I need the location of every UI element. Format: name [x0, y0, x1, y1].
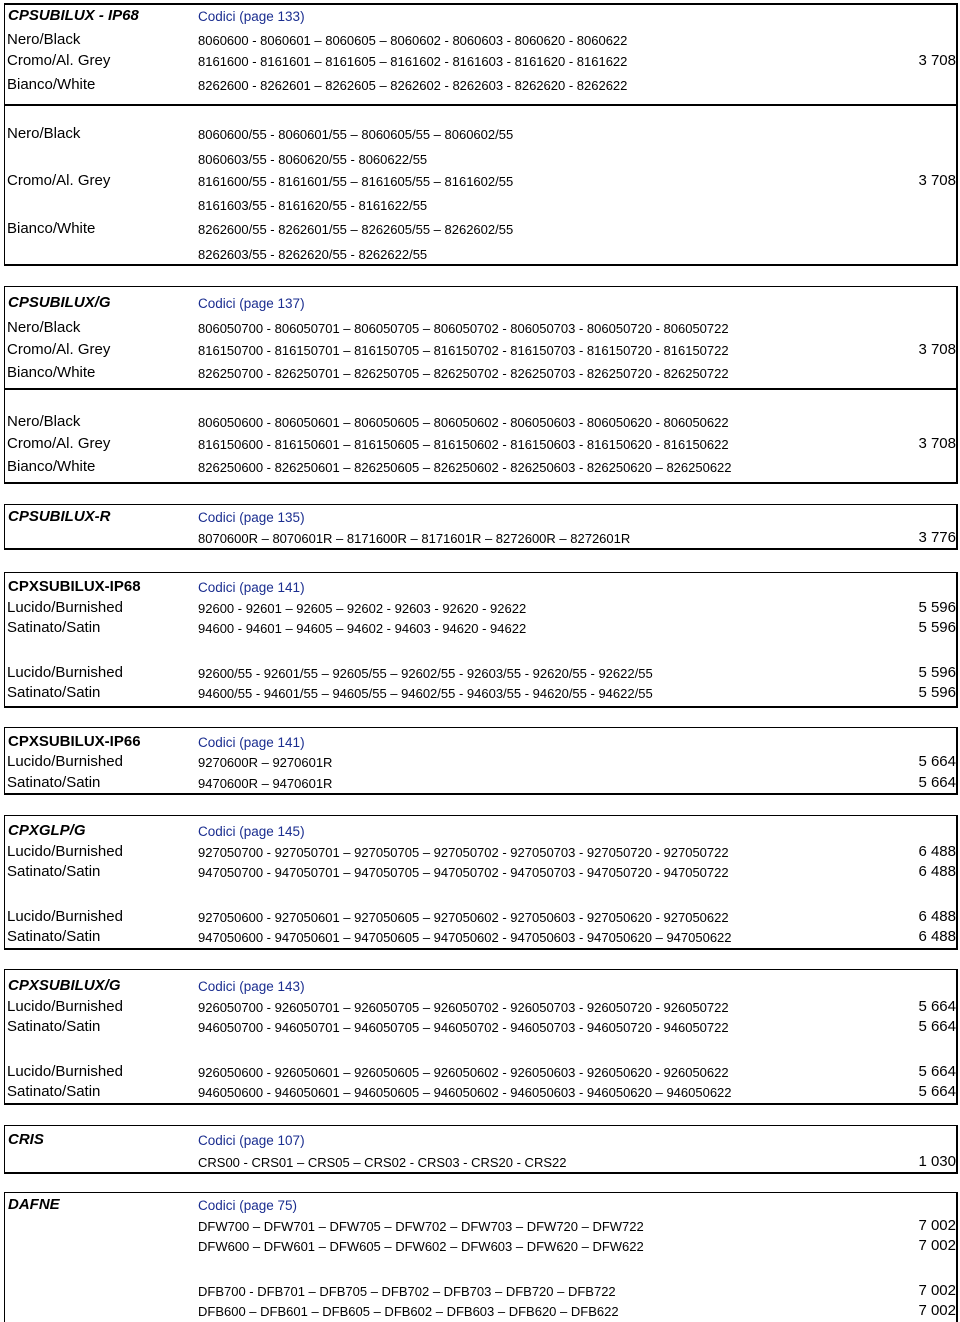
product-codes: 926050700 - 926050701 – 926050705 – 926050702 - 926050703 - 926050720 - 926050722 — [198, 1000, 729, 1015]
price: 5 596 — [918, 664, 956, 681]
finish-label: Bianco/White — [7, 364, 96, 381]
product-codes: 8262600 - 8262601 – 8262605 – 8262602 - 8262603 - 8262620 - 8262622 — [198, 78, 628, 93]
price: 3 708 — [918, 341, 956, 358]
product-codes: 826250600 - 826250601 – 826250605 – 826250602 - 826250603 - 826250620 – 826250622 — [198, 460, 732, 475]
finish-label: Nero/Black — [7, 413, 81, 430]
price: 6 488 — [918, 843, 956, 860]
product-codes: 92600/55 - 92601/55 – 92605/55 – 92602/55 - 92603/55 - 92620/55 - 92622/55 — [198, 666, 653, 681]
finish-label: Cromo/Al. Grey — [7, 435, 111, 452]
finish-label: Lucido/Burnished — [7, 599, 123, 616]
section-title: CPXSUBILUX-IP66 — [8, 733, 141, 750]
codici-page-link[interactable]: Codici (page 107) — [198, 1133, 305, 1148]
finish-label: Lucido/Burnished — [7, 998, 123, 1015]
product-codes: CRS00 - CRS01 – CRS05 – CRS02 - CRS03 - CRS20 - CRS22 — [198, 1155, 567, 1170]
product-codes: 92600 - 92601 – 92605 – 92602 - 92603 - 92620 - 92622 — [198, 601, 527, 616]
product-codes: DFB600 – DFB601 – DFB605 – DFB602 – DFB603 – DFB620 – DFB622 — [198, 1304, 619, 1319]
codici-page-link[interactable]: Codici (page 145) — [198, 824, 305, 839]
finish-label: Satinato/Satin — [7, 1083, 101, 1100]
price: 6 488 — [918, 928, 956, 945]
product-codes: DFB700 - DFB701 – DFB705 – DFB702 – DFB703 – DFB720 – DFB722 — [198, 1284, 616, 1299]
section-title: DAFNE — [8, 1196, 60, 1213]
finish-label: Satinato/Satin — [7, 863, 101, 880]
finish-label: Bianco/White — [7, 458, 96, 475]
product-codes: 9270600R – 9270601R — [198, 755, 333, 770]
section-title: CPXSUBILUX-IP68 — [8, 578, 141, 595]
price: 5 664 — [918, 1083, 956, 1100]
price: 7 002 — [918, 1282, 956, 1299]
product-codes: 8161600 - 8161601 – 8161605 – 8161602 - 8161603 - 8161620 - 8161622 — [198, 54, 628, 69]
price: 5 596 — [918, 619, 956, 636]
price: 7 002 — [918, 1217, 956, 1234]
product-codes: 927050700 - 927050701 – 927050705 – 927050702 - 927050703 - 927050720 - 927050722 — [198, 845, 729, 860]
product-codes: 816150700 - 816150701 – 816150705 – 816150702 - 816150703 - 816150720 - 816150722 — [198, 343, 729, 358]
finish-label: Nero/Black — [7, 319, 81, 336]
product-codes: 947050600 - 947050601 – 947050605 – 947050602 - 947050603 - 947050620 – 947050622 — [198, 930, 732, 945]
codici-page-link[interactable]: Codici (page 141) — [198, 735, 305, 750]
section-title: CPSUBILUX-R — [8, 508, 111, 525]
product-codes: DFW700 – DFW701 – DFW705 – DFW702 – DFW703 – DFW720 – DFW722 — [198, 1219, 644, 1234]
finish-label: Cromo/Al. Grey — [7, 52, 111, 69]
product-codes: 94600 - 94601 – 94605 – 94602 - 94603 - 94620 - 94622 — [198, 621, 527, 636]
finish-label: Lucido/Burnished — [7, 1063, 123, 1080]
product-codes: 946050700 - 946050701 – 946050705 – 946050702 - 946050703 - 946050720 - 946050722 — [198, 1020, 729, 1035]
price: 1 030 — [918, 1153, 956, 1170]
price: 5 664 — [918, 998, 956, 1015]
finish-label: Cromo/Al. Grey — [7, 172, 111, 189]
product-codes: 947050700 - 947050701 – 947050705 – 947050702 - 947050703 - 947050720 - 947050722 — [198, 865, 729, 880]
price: 3 708 — [918, 435, 956, 452]
codici-page-link[interactable]: Codici (page 137) — [198, 296, 305, 311]
product-codes: 8060603/55 - 8060620/55 - 8060622/55 — [198, 152, 428, 167]
section-box-cpxsubilux-ip66 — [4, 727, 958, 795]
codici-page-link[interactable]: Codici (page 143) — [198, 979, 305, 994]
price: 5 664 — [918, 1018, 956, 1035]
price: 7 002 — [918, 1302, 956, 1319]
finish-label: Satinato/Satin — [7, 684, 101, 701]
finish-label: Nero/Black — [7, 31, 81, 48]
product-codes: 94600/55 - 94601/55 – 94605/55 – 94602/55 - 94603/55 - 94620/55 - 94622/55 — [198, 686, 653, 701]
product-codes: 8161600/55 - 8161601/55 – 8161605/55 – 8161602/55 — [198, 174, 514, 189]
product-codes: 806050700 - 806050701 – 806050705 – 806050702 - 806050703 - 806050720 - 806050722 — [198, 321, 729, 336]
price: 3 776 — [918, 529, 956, 546]
finish-label: Cromo/Al. Grey — [7, 341, 111, 358]
price: 5 664 — [918, 774, 956, 791]
product-codes: 927050600 - 927050601 – 927050605 – 927050602 - 927050603 - 927050620 - 927050622 — [198, 910, 729, 925]
section-title: CPSUBILUX - IP68 — [8, 7, 139, 24]
product-codes: 8060600 - 8060601 – 8060605 – 8060602 - 8060603 - 8060620 - 8060622 — [198, 33, 628, 48]
price: 5 664 — [918, 1063, 956, 1080]
section-title: CPXSUBILUX/G — [8, 977, 121, 994]
codici-page-link[interactable]: Codici (page 133) — [198, 9, 305, 24]
product-codes: 926050600 - 926050601 – 926050605 – 926050602 - 926050603 - 926050620 - 926050622 — [198, 1065, 729, 1080]
codici-page-link[interactable]: Codici (page 75) — [198, 1198, 298, 1213]
price: 6 488 — [918, 863, 956, 880]
finish-label: Satinato/Satin — [7, 774, 101, 791]
finish-label: Satinato/Satin — [7, 928, 101, 945]
finish-label: Nero/Black — [7, 125, 81, 142]
codici-page-link[interactable]: Codici (page 141) — [198, 580, 305, 595]
finish-label: Lucido/Burnished — [7, 843, 123, 860]
price: 7 002 — [918, 1237, 956, 1254]
finish-label: Satinato/Satin — [7, 1018, 101, 1035]
product-codes: 946050600 - 946050601 – 946050605 – 946050602 - 946050603 - 946050620 – 946050622 — [198, 1085, 732, 1100]
finish-label: Satinato/Satin — [7, 619, 101, 636]
price: 5 596 — [918, 599, 956, 616]
product-codes: DFW600 – DFW601 – DFW605 – DFW602 – DFW603 – DFW620 – DFW622 — [198, 1239, 644, 1254]
product-codes: 9470600R – 9470601R — [198, 776, 333, 791]
finish-label: Lucido/Burnished — [7, 908, 123, 925]
product-codes: 806050600 - 806050601 – 806050605 – 806050602 - 806050603 - 806050620 - 806050622 — [198, 415, 729, 430]
price: 5 596 — [918, 684, 956, 701]
price: 5 664 — [918, 753, 956, 770]
price: 6 488 — [918, 908, 956, 925]
section-title: CPSUBILUX/G — [8, 294, 111, 311]
finish-label: Bianco/White — [7, 76, 96, 93]
product-codes: 816150600 - 816150601 – 816150605 – 816150602 - 816150603 - 816150620 - 816150622 — [198, 437, 729, 452]
section-title: CRIS — [8, 1131, 44, 1148]
product-codes: 8060600/55 - 8060601/55 – 8060605/55 – 8060602/55 — [198, 127, 514, 142]
finish-label: Lucido/Burnished — [7, 753, 123, 770]
section-title: CPXGLP/G — [8, 822, 86, 839]
product-codes: 8070600R – 8070601R – 8171600R – 8171601R – 8272600R – 8272601R — [198, 531, 631, 546]
finish-label: Bianco/White — [7, 220, 96, 237]
product-codes: 8161603/55 - 8161620/55 - 8161622/55 — [198, 198, 428, 213]
codici-page-link[interactable]: Codici (page 135) — [198, 510, 305, 525]
price: 3 708 — [918, 52, 956, 69]
product-codes: 8262600/55 - 8262601/55 – 8262605/55 – 8262602/55 — [198, 222, 514, 237]
finish-label: Lucido/Burnished — [7, 664, 123, 681]
product-codes: 8262603/55 - 8262620/55 - 8262622/55 — [198, 247, 428, 262]
price: 3 708 — [918, 172, 956, 189]
product-codes: 826250700 - 826250701 – 826250705 – 826250702 - 826250703 - 826250720 - 826250722 — [198, 366, 729, 381]
